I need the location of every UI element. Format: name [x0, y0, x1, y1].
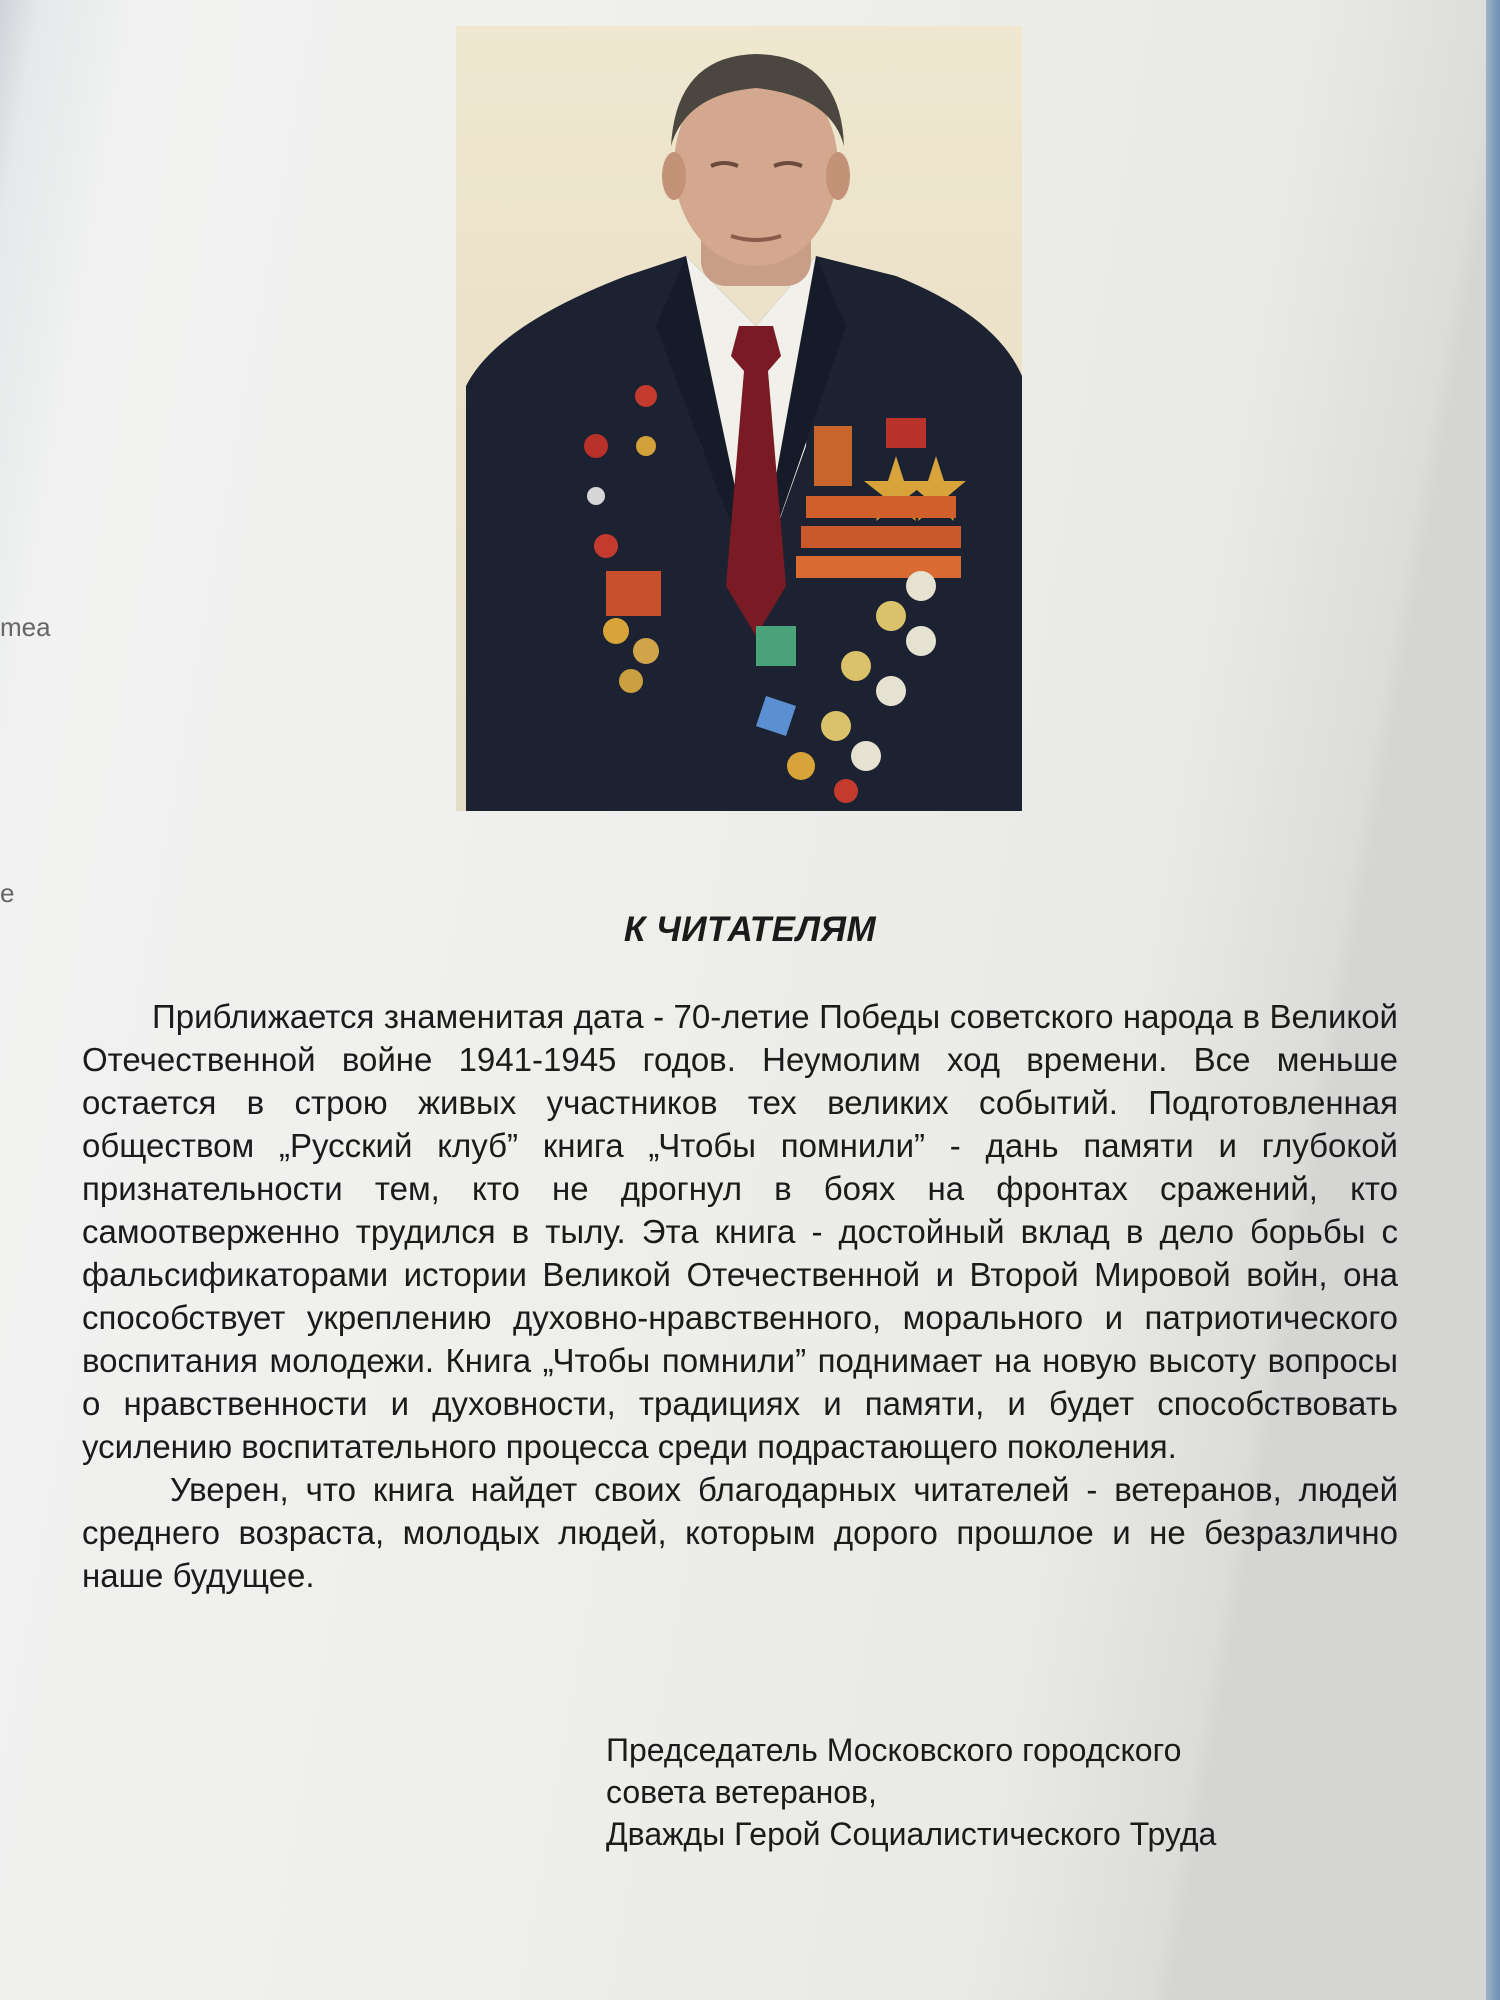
portrait-photo: [456, 26, 1022, 811]
signature-line: Председатель Московского городского: [606, 1732, 1182, 1768]
page-edge-strip: [1486, 0, 1500, 2000]
page-title: К ЧИТАТЕЛЯМ: [623, 910, 877, 949]
paragraph: Уверен, что книга найдет своих благодарных читателей - ветеранов, людей среднего возраста, молодых людей, которым дорого прошлое и не безразлично наше будущее.: [82, 1471, 1398, 1594]
signature-line: совета ветеранов,: [606, 1774, 877, 1810]
portrait-illustration: [456, 26, 1022, 811]
margin-text-fragment: e: [0, 878, 15, 908]
signature-block: [606, 1729, 1216, 1855]
body-text: [82, 995, 1398, 1597]
signature-line: Дважды Герой Социалистического Труда: [606, 1816, 1217, 1852]
margin-text-fragment: mea: [0, 612, 51, 642]
paragraph: Приближается знаменитая дата - 70-летие Победы советского народа в Великой Отечественной войне 1941-1945 годов. Неумолим ход времени. Все меньше остается в строю живых участников тех великих событий. Подготовленная обществом „Русский клуб” книга „Чтобы помнили” - дань памяти и глубокой признательности тем, кто не дрогнул в боях на фронтах сражений, кто самоотверженно трудился в тылу. Эта книга - достойный вклад в дело борьбы с фальсификаторами истории Великой Отечественной и Второй Мировой войн, она способствует укреплению духовно-нравственного, морального и патриотического воспитания молодежи. Книга „Чтобы помнили” поднимает на новую высоту вопросы о нравственности и духовности, традициях и памяти, и будет способствовать усилению воспитательного процесса среди подрастающего поколения.: [82, 998, 1398, 1465]
